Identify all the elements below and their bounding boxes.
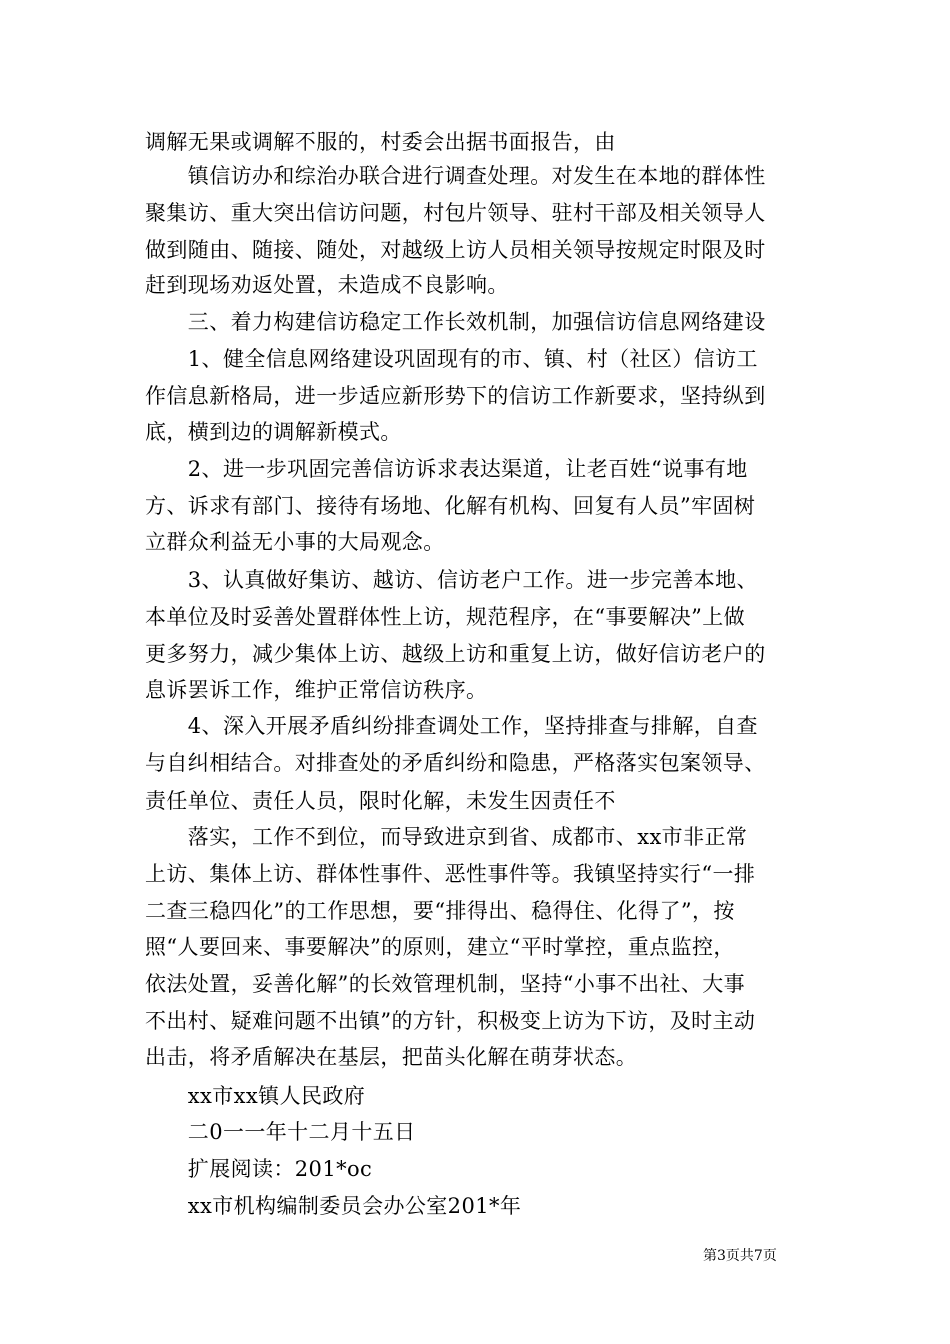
text-line: 作信息新格局，进一步适应新形势下的信访工作新要求，坚持纵到 (145, 384, 766, 408)
text-line: 本单位及时妥善处置群体性上访，规范程序，在“事要解决”上做 (145, 605, 746, 629)
text-line: 1、健全信息网络建设巩固现有的市、镇、村（社区）信访工 (145, 347, 758, 371)
text-line: 做到随由、随接、随处，对越级上访人员相关领导按规定时限及时 (145, 238, 766, 262)
text-line: 扩展阅读：201*oc (145, 1157, 373, 1181)
text-line: 4、深入开展矛盾纠纷排查调处工作，坚持排查与排解，自查 (145, 714, 758, 738)
text-line: 责任单位、责任人员，限时化解，未发生因责任不 (145, 789, 616, 813)
text-line: 更多努力，减少集体上访、越级上访和重复上访，做好信访老户的 (145, 642, 766, 666)
text-line: 立群众利益无小事的大局观念。 (145, 530, 445, 554)
text-line: 二查三稳四化”的工作思想，要“排得出、稳得住、化得了”，按 (145, 899, 735, 923)
text-line: 出击，将矛盾解决在基层，把苗头化解在萌芽状态。 (145, 1045, 638, 1069)
text-line: 赶到现场劝返处置，未造成不良影响。 (145, 273, 509, 297)
text-line: 依法处置，妥善化解”的长效管理机制，坚持“小事不出社、大事 (145, 972, 746, 996)
text-line: 不出村、疑难问题不出镇”的方针，积极变上访为下访，及时主动 (145, 1009, 756, 1033)
text-line: 镇信访办和综治办联合进行调查处理。对发生在本地的群体性 (145, 164, 766, 188)
text-line: 底，横到边的调解新模式。 (145, 420, 402, 444)
text-line: 与自纠相结合。对排查处的矛盾纠纷和隐患，严格落实包案领导、 (145, 751, 766, 775)
text-line: 2、进一步巩固完善信访诉求表达渠道，让老百姓“说事有地 (145, 457, 748, 481)
text-line: 方、诉求有部门、接待有场地、化解有机构、回复有人员”牢固树 (145, 494, 756, 518)
page-footer: 第3页共7页 (703, 1248, 777, 1264)
text-line: 调解无果或调解不服的，村委会出据书面报告，由 (145, 130, 616, 154)
text-line: 落实，工作不到位，而导致进京到省、成都市、xx市非正常 (145, 825, 748, 849)
text-line: 照“人要回来、事要解决”的原则，建立“平时掌控，重点监控， (145, 935, 735, 959)
text-line: 上访、集体上访、群体性事件、恶性事件等。我镇坚持实行“一排 (145, 862, 756, 886)
text-line: 二0一一年十二月十五日 (145, 1120, 416, 1144)
text-line: 3、认真做好集访、越访、信访老户工作。进一步完善本地、 (145, 568, 758, 592)
text-line: 息诉罢诉工作，维护正常信访秩序。 (145, 678, 488, 702)
text-line: 三、着力构建信访稳定工作长效机制，加强信访信息网络建设 (145, 310, 766, 334)
text-line: 聚集访、重大突出信访问题，村包片领导、驻村干部及相关领导人 (145, 201, 766, 225)
text-line: xx市xx镇人民政府 (145, 1084, 366, 1108)
text-line: xx市机构编制委员会办公室201*年 (145, 1194, 522, 1218)
